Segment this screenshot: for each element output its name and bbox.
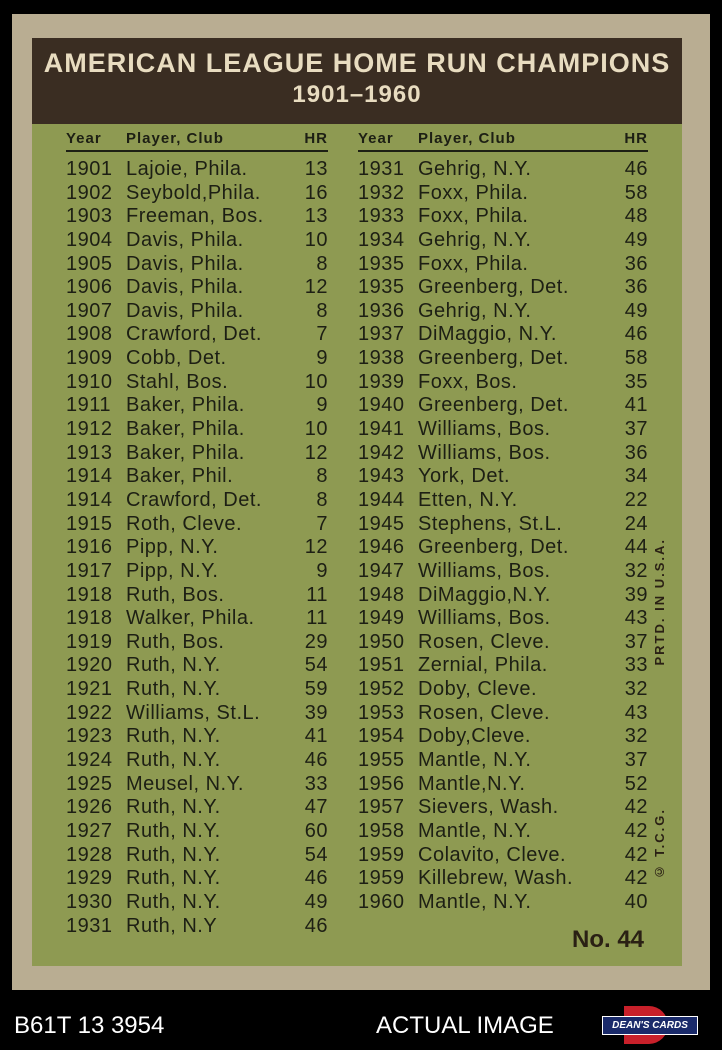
row-hr: 37 <box>624 630 648 653</box>
table-row <box>358 702 648 726</box>
row-player-club: Foxx, Bos. <box>418 370 518 393</box>
header-year: Year <box>358 130 394 147</box>
table-row <box>66 725 328 749</box>
row-player-club: Stephens, St.L. <box>418 512 563 535</box>
row-player-club: Lajoie, Phila. <box>126 158 248 180</box>
right-column-header <box>358 130 648 152</box>
row-hr: 35 <box>624 370 648 393</box>
row-hr: 46 <box>624 323 648 346</box>
row-year: 1936 <box>358 299 405 322</box>
row-player-club: Ruth, Bos. <box>126 583 225 606</box>
table-row <box>358 465 648 489</box>
row-player-club: Williams, Bos. <box>418 418 551 441</box>
row-year: 1934 <box>358 228 405 251</box>
printed-in-usa: PRTD. IN U.S.A. <box>652 538 667 666</box>
row-year: 1957 <box>358 796 405 819</box>
row-player-club: Baker, Phila. <box>126 441 245 464</box>
table-row <box>358 725 648 749</box>
row-player-club: Gehrig, N.Y. <box>418 299 532 322</box>
table-row <box>66 678 328 702</box>
table-row <box>66 513 328 537</box>
row-year: 1901 <box>66 158 113 180</box>
table-row <box>358 631 648 655</box>
row-year: 1933 <box>358 205 405 228</box>
row-hr: 49 <box>624 228 648 251</box>
row-hr: 42 <box>624 843 648 866</box>
row-year: 1944 <box>358 488 405 511</box>
row-player-club: Walker, Phila. <box>126 607 255 630</box>
row-year: 1941 <box>358 418 405 441</box>
copyright-mark: © T.C.G. <box>652 808 667 880</box>
row-player-club: DiMaggio, N.Y. <box>418 323 557 346</box>
row-hr: 42 <box>624 867 648 890</box>
table-row <box>358 607 648 631</box>
row-year: 1946 <box>358 536 405 559</box>
row-player-club: Baker, Phila. <box>126 394 245 417</box>
row-year: 1947 <box>358 559 405 582</box>
table-row <box>358 844 648 868</box>
row-year: 1914 <box>66 465 113 488</box>
row-year: 1909 <box>66 347 113 370</box>
table-row <box>358 205 648 229</box>
row-player-club: Ruth, N.Y. <box>126 890 221 913</box>
header-player-club: Player, Club <box>418 130 516 147</box>
row-player-club: Mantle, N.Y. <box>418 749 532 772</box>
row-year: 1910 <box>66 370 113 393</box>
row-hr: 42 <box>624 819 648 842</box>
table-row <box>358 773 648 797</box>
row-hr: 24 <box>624 512 648 535</box>
row-player-club: Gehrig, N.Y. <box>418 228 532 251</box>
row-hr: 33 <box>624 654 648 677</box>
row-year: 1912 <box>66 418 113 441</box>
actual-image-label: ACTUAL IMAGE <box>376 1012 554 1039</box>
table-row <box>358 158 648 182</box>
row-player-club: Williams, St.L. <box>126 701 261 724</box>
row-hr: 29 <box>304 630 328 653</box>
row-player-club: Pipp, N.Y. <box>126 536 219 559</box>
table-row <box>66 276 328 300</box>
row-year: 1932 <box>358 181 405 204</box>
table-row <box>66 158 328 182</box>
row-year: 1928 <box>66 843 113 866</box>
row-hr: 33 <box>304 772 328 795</box>
row-hr: 49 <box>624 299 648 322</box>
table-row <box>358 253 648 277</box>
header-year: Year <box>66 130 102 147</box>
table-row <box>358 371 648 395</box>
table-row <box>358 536 648 560</box>
row-hr: 44 <box>624 536 648 559</box>
row-hr: 7 <box>316 323 328 346</box>
right-column <box>358 130 648 915</box>
row-year: 1959 <box>358 867 405 890</box>
card-number: No. 44 <box>572 926 645 953</box>
row-player-club: DiMaggio,N.Y. <box>418 583 551 606</box>
row-hr: 10 <box>304 228 328 251</box>
table-row <box>358 489 648 513</box>
row-player-club: Greenberg, Det. <box>418 536 569 559</box>
table-row <box>66 867 328 891</box>
row-hr: 8 <box>316 488 328 511</box>
row-hr: 43 <box>624 607 648 630</box>
row-year: 1942 <box>358 441 405 464</box>
row-player-club: Ruth, N.Y. <box>126 678 221 701</box>
row-player-club: Davis, Phila. <box>126 276 244 299</box>
row-hr: 11 <box>306 607 328 630</box>
row-player-club: Ruth, N.Y. <box>126 796 221 819</box>
row-player-club: Mantle, N.Y. <box>418 819 532 842</box>
row-hr: 8 <box>316 299 328 322</box>
row-hr: 58 <box>624 347 648 370</box>
row-hr: 32 <box>624 725 648 748</box>
row-hr: 8 <box>316 252 328 275</box>
row-year: 1950 <box>358 630 405 653</box>
row-year: 1904 <box>66 228 113 251</box>
table-row <box>358 229 648 253</box>
table-row <box>66 560 328 584</box>
row-player-club: Williams, Bos. <box>418 607 551 630</box>
row-hr: 37 <box>624 749 648 772</box>
row-year: 1903 <box>66 205 113 228</box>
table-row <box>66 915 328 939</box>
table-row <box>66 418 328 442</box>
deans-cards-logo <box>602 1006 712 1044</box>
table-row <box>66 205 328 229</box>
row-hr: 22 <box>624 488 648 511</box>
row-hr: 37 <box>624 418 648 441</box>
table-row <box>358 394 648 418</box>
table-row <box>66 465 328 489</box>
row-player-club: Ruth, N.Y. <box>126 867 221 890</box>
row-year: 1958 <box>358 819 405 842</box>
row-year: 1951 <box>358 654 405 677</box>
row-hr: 46 <box>304 749 328 772</box>
table-row <box>358 749 648 773</box>
table-row <box>66 702 328 726</box>
row-player-club: Pipp, N.Y. <box>126 559 219 582</box>
row-player-club: Ruth, N.Y. <box>126 725 221 748</box>
row-year: 1948 <box>358 583 405 606</box>
table-row <box>66 536 328 560</box>
row-hr: 8 <box>316 465 328 488</box>
table-row <box>66 394 328 418</box>
row-player-club: Roth, Cleve. <box>126 512 243 535</box>
row-hr: 48 <box>624 205 648 228</box>
row-player-club: Williams, Bos. <box>418 559 551 582</box>
row-year: 1935 <box>358 252 405 275</box>
table-row <box>66 489 328 513</box>
row-player-club: Seybold,Phila. <box>126 181 261 204</box>
row-hr: 46 <box>624 158 648 180</box>
row-player-club: Freeman, Bos. <box>126 205 264 228</box>
row-hr: 13 <box>304 158 328 180</box>
row-year: 1921 <box>66 678 113 701</box>
row-hr: 10 <box>304 418 328 441</box>
row-player-club: Ruth, Bos. <box>126 630 225 653</box>
row-year: 1935 <box>358 276 405 299</box>
row-hr: 47 <box>304 796 328 819</box>
row-year: 1931 <box>66 914 113 937</box>
row-player-club: Foxx, Phila. <box>418 181 529 204</box>
row-year: 1914 <box>66 488 113 511</box>
row-year: 1954 <box>358 725 405 748</box>
row-hr: 12 <box>304 536 328 559</box>
row-player-club: Etten, N.Y. <box>418 488 518 511</box>
table-row <box>358 323 648 347</box>
row-hr: 60 <box>304 819 328 842</box>
row-year: 1911 <box>66 394 112 417</box>
row-player-club: Davis, Phila. <box>126 299 244 322</box>
table-row <box>358 182 648 206</box>
row-player-club: Sievers, Wash. <box>418 796 559 819</box>
row-year: 1945 <box>358 512 405 535</box>
table-row <box>358 276 648 300</box>
table-row <box>66 796 328 820</box>
row-player-club: Ruth, N.Y. <box>126 843 221 866</box>
row-player-club: Ruth, N.Y. <box>126 819 221 842</box>
row-player-club: Williams, Bos. <box>418 441 551 464</box>
row-year: 1940 <box>358 394 405 417</box>
left-rows <box>66 158 328 938</box>
row-hr: 12 <box>304 276 328 299</box>
table-row <box>358 867 648 891</box>
row-year: 1952 <box>358 678 405 701</box>
table-row <box>66 300 328 324</box>
table-row <box>66 773 328 797</box>
row-player-club: Cobb, Det. <box>126 347 227 370</box>
table-row <box>66 584 328 608</box>
table-row <box>358 442 648 466</box>
row-hr: 46 <box>304 867 328 890</box>
row-year: 1920 <box>66 654 113 677</box>
row-hr: 7 <box>316 512 328 535</box>
row-hr: 41 <box>624 394 648 417</box>
row-player-club: Foxx, Phila. <box>418 205 529 228</box>
row-player-club: Doby, Cleve. <box>418 678 538 701</box>
table-row <box>358 820 648 844</box>
row-hr: 59 <box>304 678 328 701</box>
row-hr: 32 <box>624 678 648 701</box>
table-row <box>66 253 328 277</box>
row-player-club: Colavito, Cleve. <box>418 843 567 866</box>
row-player-club: Foxx, Phila. <box>418 252 529 275</box>
row-hr: 36 <box>624 276 648 299</box>
row-hr: 42 <box>624 796 648 819</box>
row-player-club: Rosen, Cleve. <box>418 630 551 653</box>
row-year: 1915 <box>66 512 113 535</box>
row-hr: 40 <box>624 890 648 913</box>
row-player-club: Baker, Phila. <box>126 418 245 441</box>
row-year: 1939 <box>358 370 405 393</box>
row-player-club: Ruth, N.Y. <box>126 749 221 772</box>
table-row <box>358 654 648 678</box>
row-hr: 13 <box>304 205 328 228</box>
row-player-club: Doby,Cleve. <box>418 725 531 748</box>
row-hr: 54 <box>304 843 328 866</box>
table-row <box>358 560 648 584</box>
card-header <box>32 38 682 124</box>
row-player-club: Ruth, N.Y <box>126 914 218 937</box>
row-year: 1902 <box>66 181 113 204</box>
row-year: 1929 <box>66 867 113 890</box>
table-row <box>358 678 648 702</box>
row-year: 1907 <box>66 299 113 322</box>
row-hr: 9 <box>316 394 328 417</box>
table-row <box>358 300 648 324</box>
row-player-club: Greenberg, Det. <box>418 347 569 370</box>
row-hr: 12 <box>304 441 328 464</box>
row-year: 1930 <box>66 890 113 913</box>
row-player-club: Rosen, Cleve. <box>418 701 551 724</box>
card-id-label: B61T 13 3954 <box>14 1012 165 1039</box>
row-year: 1960 <box>358 890 405 913</box>
logo-banner: DEAN'S CARDS <box>602 1016 698 1035</box>
row-year: 1913 <box>66 441 113 464</box>
row-year: 1924 <box>66 749 113 772</box>
table-row <box>358 891 648 915</box>
row-hr: 11 <box>306 583 328 606</box>
row-year: 1937 <box>358 323 405 346</box>
row-year: 1938 <box>358 347 405 370</box>
row-player-club: Stahl, Bos. <box>126 370 229 393</box>
table-row <box>66 442 328 466</box>
row-hr: 10 <box>304 370 328 393</box>
row-year: 1918 <box>66 583 113 606</box>
header-player-club: Player, Club <box>126 130 224 147</box>
table-row <box>66 631 328 655</box>
table-row <box>358 418 648 442</box>
row-player-club: Mantle, N.Y. <box>418 890 532 913</box>
table-row <box>66 607 328 631</box>
row-player-club: Davis, Phila. <box>126 252 244 275</box>
row-year: 1959 <box>358 843 405 866</box>
left-column <box>66 130 328 938</box>
row-year: 1919 <box>66 630 113 653</box>
row-year: 1906 <box>66 276 113 299</box>
row-year: 1943 <box>358 465 405 488</box>
header-hr: HR <box>624 130 648 147</box>
row-year: 1953 <box>358 701 405 724</box>
row-hr: 39 <box>624 583 648 606</box>
row-hr: 43 <box>624 701 648 724</box>
row-player-club: Zernial, Phila. <box>418 654 548 677</box>
row-player-club: Baker, Phil. <box>126 465 234 488</box>
row-hr: 36 <box>624 441 648 464</box>
row-hr: 16 <box>304 181 328 204</box>
table-row <box>358 584 648 608</box>
row-player-club: Crawford, Det. <box>126 488 262 511</box>
left-column-header <box>66 130 328 152</box>
row-hr: 9 <box>316 347 328 370</box>
row-year: 1923 <box>66 725 113 748</box>
table-row <box>66 844 328 868</box>
row-hr: 54 <box>304 654 328 677</box>
table-row <box>66 182 328 206</box>
row-year: 1955 <box>358 749 405 772</box>
row-player-club: Meusel, N.Y. <box>126 772 244 795</box>
card-title: AMERICAN LEAGUE HOME RUN CHAMPIONS <box>43 48 671 78</box>
card-face <box>32 38 682 966</box>
table-row <box>66 654 328 678</box>
row-hr: 41 <box>304 725 328 748</box>
row-player-club: Crawford, Det. <box>126 323 262 346</box>
row-hr: 9 <box>316 559 328 582</box>
table-row <box>66 347 328 371</box>
row-year: 1908 <box>66 323 113 346</box>
row-player-club: Gehrig, N.Y. <box>418 158 532 180</box>
table-row <box>66 371 328 395</box>
row-year: 1956 <box>358 772 405 795</box>
table-row <box>358 513 648 537</box>
row-player-club: York, Det. <box>418 465 511 488</box>
card-subtitle: 1901–1960 <box>292 81 422 108</box>
table-row <box>358 347 648 371</box>
row-year: 1917 <box>66 559 113 582</box>
row-player-club: Ruth, N.Y. <box>126 654 221 677</box>
table-row <box>66 323 328 347</box>
row-hr: 36 <box>624 252 648 275</box>
row-year: 1927 <box>66 819 113 842</box>
row-year: 1926 <box>66 796 113 819</box>
row-hr: 34 <box>624 465 648 488</box>
row-year: 1949 <box>358 607 405 630</box>
row-hr: 49 <box>304 890 328 913</box>
row-player-club: Killebrew, Wash. <box>418 867 574 890</box>
table-row <box>66 229 328 253</box>
row-hr: 32 <box>624 559 648 582</box>
row-year: 1931 <box>358 158 405 180</box>
row-player-club: Greenberg, Det. <box>418 276 569 299</box>
row-hr: 46 <box>304 914 328 937</box>
table-row <box>66 749 328 773</box>
row-player-club: Mantle,N.Y. <box>418 772 526 795</box>
row-year: 1916 <box>66 536 113 559</box>
row-hr: 52 <box>624 772 648 795</box>
table-row <box>66 820 328 844</box>
row-hr: 58 <box>624 181 648 204</box>
row-year: 1918 <box>66 607 113 630</box>
row-year: 1925 <box>66 772 113 795</box>
right-rows <box>358 158 648 915</box>
row-hr: 39 <box>304 701 328 724</box>
table-row <box>358 796 648 820</box>
header-hr: HR <box>304 130 328 147</box>
row-player-club: Davis, Phila. <box>126 228 244 251</box>
row-year: 1922 <box>66 701 113 724</box>
table-row <box>66 891 328 915</box>
row-player-club: Greenberg, Det. <box>418 394 569 417</box>
row-year: 1905 <box>66 252 113 275</box>
